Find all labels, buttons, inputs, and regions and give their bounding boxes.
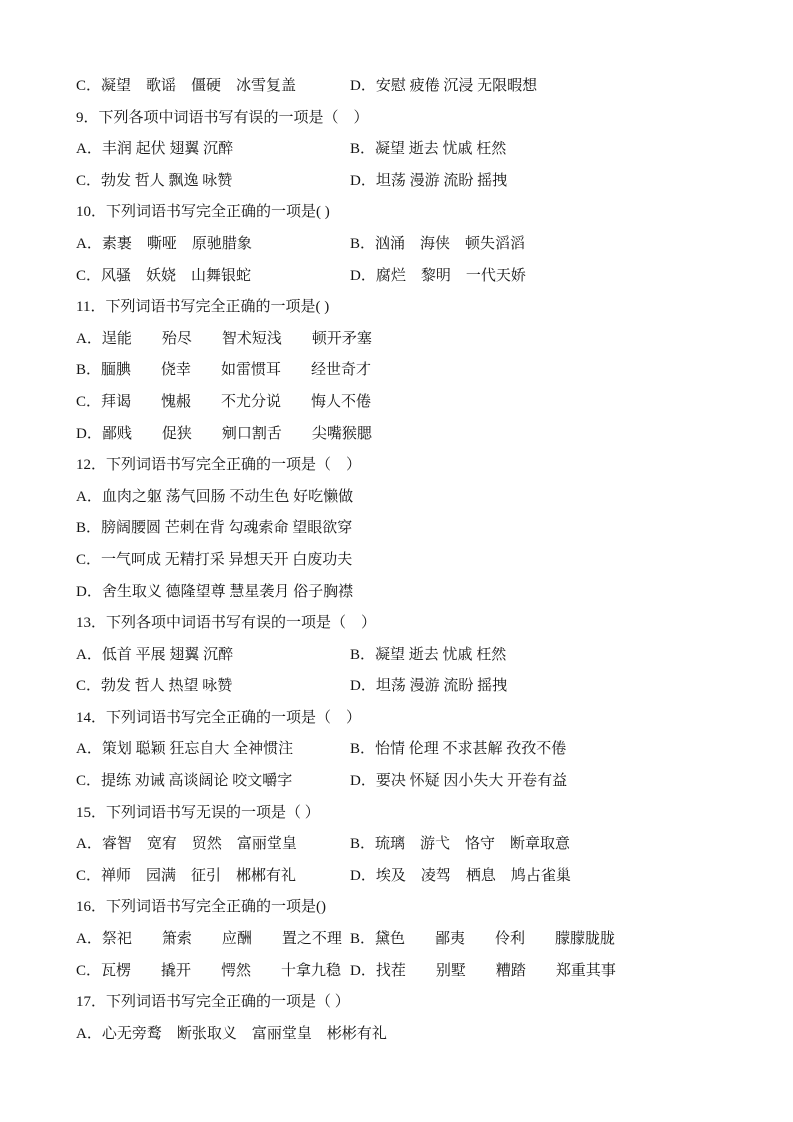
- question-stem: 9．下列各项中词语书写有误的一项是（ ）: [76, 109, 369, 126]
- option-row: [76, 671, 737, 703]
- option-row: [76, 419, 737, 451]
- option-right: D．要决 怀疑 因小失大 开卷有益: [350, 773, 568, 790]
- option-left: A．丰润 起伏 翅翼 沉醉: [76, 141, 234, 158]
- option-left: D．鄙贱 促狭 剜口割舌 尖嘴猴腮: [76, 425, 372, 442]
- option-row: [76, 956, 737, 988]
- option-row: [76, 134, 737, 166]
- stem-row: [76, 703, 737, 735]
- option-row: [76, 829, 737, 861]
- option-left: C．勃发 哲人 飘逸 咏赞: [76, 172, 233, 189]
- option-row: [76, 229, 737, 261]
- question-block: [76, 798, 737, 893]
- option-right: [350, 355, 737, 387]
- option-right: D．找茬 别墅 糟踏 郑重其事: [350, 962, 616, 979]
- option-row: [76, 261, 737, 293]
- question-stem: 17．下列词语书写完全正确的一项是（ ）: [76, 994, 350, 1011]
- option-right: D．安慰 疲倦 沉浸 无限暇想: [350, 78, 538, 94]
- option-left: C．凝望 歌谣 僵硬 冰雪复盖: [76, 78, 297, 94]
- option-left: A．睿智 宽宥 贸然 富丽堂皇: [76, 836, 297, 853]
- option-row: [76, 513, 737, 545]
- option-left: A．策划 聪颖 狂忘自大 全神惯注: [76, 741, 294, 758]
- option-right: [350, 545, 737, 577]
- option-row: [76, 861, 737, 893]
- option-left: C．拜谒 愧赧 不尤分说 悔人不倦: [76, 393, 372, 410]
- option-row: [76, 166, 737, 198]
- option-row: [76, 482, 737, 514]
- option-right: D．坦荡 漫游 流盼 摇拽: [350, 678, 508, 695]
- option-left: C．勃发 哲人 热望 咏赞: [76, 678, 233, 695]
- option-right: B．汹涌 海侠 顿失滔滔: [350, 235, 526, 252]
- stem-row: [76, 892, 737, 924]
- option-right: [350, 1019, 737, 1051]
- option-right: [350, 419, 737, 451]
- option-row: [76, 766, 737, 798]
- option-row: [76, 1019, 737, 1051]
- option-left: A．血肉之躯 荡气回肠 不动生色 好吃懒做: [76, 488, 354, 505]
- option-right: [350, 577, 737, 609]
- option-right: D．腐烂 黎明 一代天娇: [350, 267, 526, 284]
- option-right: D．坦荡 漫游 流盼 摇拽: [350, 172, 508, 189]
- option-row: [76, 545, 737, 577]
- question-stem: 16．下列词语书写完全正确的一项是(): [76, 899, 326, 916]
- question-block: [76, 703, 737, 798]
- option-left: A．祭祀 箫索 应酬 置之不理: [76, 931, 342, 948]
- question-block: [76, 987, 737, 1050]
- option-row: [76, 640, 737, 672]
- stem-row: [76, 987, 737, 1019]
- option-left: C．禅师 园满 征引 郴郴有礼: [76, 867, 297, 884]
- question-stem: 13．下列各项中词语书写有误的一项是（ ）: [76, 615, 377, 632]
- option-right: B．琉璃 游弋 恪守 断章取意: [350, 836, 571, 853]
- option-row: [76, 71, 737, 103]
- question-stem: 15．下列词语书写无误的一项是（ ）: [76, 804, 320, 821]
- option-left: C．风骚 妖娆 山舞银蛇: [76, 267, 252, 284]
- option-right: [350, 324, 737, 356]
- option-right: D．埃及 凌驾 栖息 鸠占雀巢: [350, 867, 571, 884]
- option-right: B．黛色 鄙夷 伶利 朦朦胧胧: [350, 931, 616, 948]
- stem-row: [76, 292, 737, 324]
- question-block: [76, 197, 737, 292]
- stem-row: [76, 103, 737, 135]
- option-left: D．舍生取义 德隆望尊 慧星袭月 俗子胸襟: [76, 583, 354, 600]
- option-left: A．低首 平展 翅翼 沉醉: [76, 646, 234, 663]
- option-row: [76, 324, 737, 356]
- option-left: A．逞能 殆尽 智术短浅 顿开矛塞: [76, 330, 372, 347]
- stem-row: [76, 450, 737, 482]
- option-row: [76, 577, 737, 609]
- option-right: [350, 387, 737, 419]
- question-stem: 10．下列词语书写完全正确的一项是( ): [76, 204, 330, 221]
- option-right: [350, 482, 737, 514]
- option-left: A．素裹 嘶哑 原驰腊象: [76, 235, 252, 252]
- question-block: [76, 71, 737, 103]
- question-block: [76, 292, 737, 450]
- option-left: A．心无旁鹜 断张取义 富丽堂皇 彬彬有礼: [76, 1025, 387, 1042]
- option-right: B．怡情 伦理 不求甚解 孜孜不倦: [350, 741, 567, 758]
- option-row: [76, 355, 737, 387]
- question-stem: 11．下列词语书写完全正确的一项是( ): [76, 299, 330, 316]
- option-row: [76, 924, 737, 956]
- question-block: [76, 103, 737, 198]
- option-row: [76, 734, 737, 766]
- question-block: [76, 892, 737, 987]
- option-left: C．瓦楞 撬开 愕然 十拿九稳: [76, 962, 342, 979]
- option-right: B．凝望 逝去 忧戚 枉然: [350, 646, 507, 663]
- stem-row: [76, 608, 737, 640]
- option-right: B．凝望 逝去 忧戚 枉然: [350, 141, 507, 158]
- question-stem: 14．下列词语书写完全正确的一项是（ ）: [76, 709, 362, 726]
- stem-row: [76, 798, 737, 830]
- question-block: [76, 608, 737, 703]
- option-left: B．腼腆 侥幸 如雷惯耳 经世奇才: [76, 362, 372, 379]
- option-left: B．膀阔腰圆 芒刺在背 勾魂索命 望眼欲穿: [76, 520, 353, 537]
- option-row: [76, 387, 737, 419]
- option-left: C．提练 劝诫 高谈阔论 咬文嚼字: [76, 773, 293, 790]
- question-block: [76, 450, 737, 608]
- stem-row: [76, 197, 737, 229]
- option-right: [350, 513, 737, 545]
- question-stem: 12．下列词语书写完全正确的一项是（ ）: [76, 457, 362, 474]
- option-left: C．一气呵成 无精打采 异想天开 白废功夫: [76, 551, 353, 568]
